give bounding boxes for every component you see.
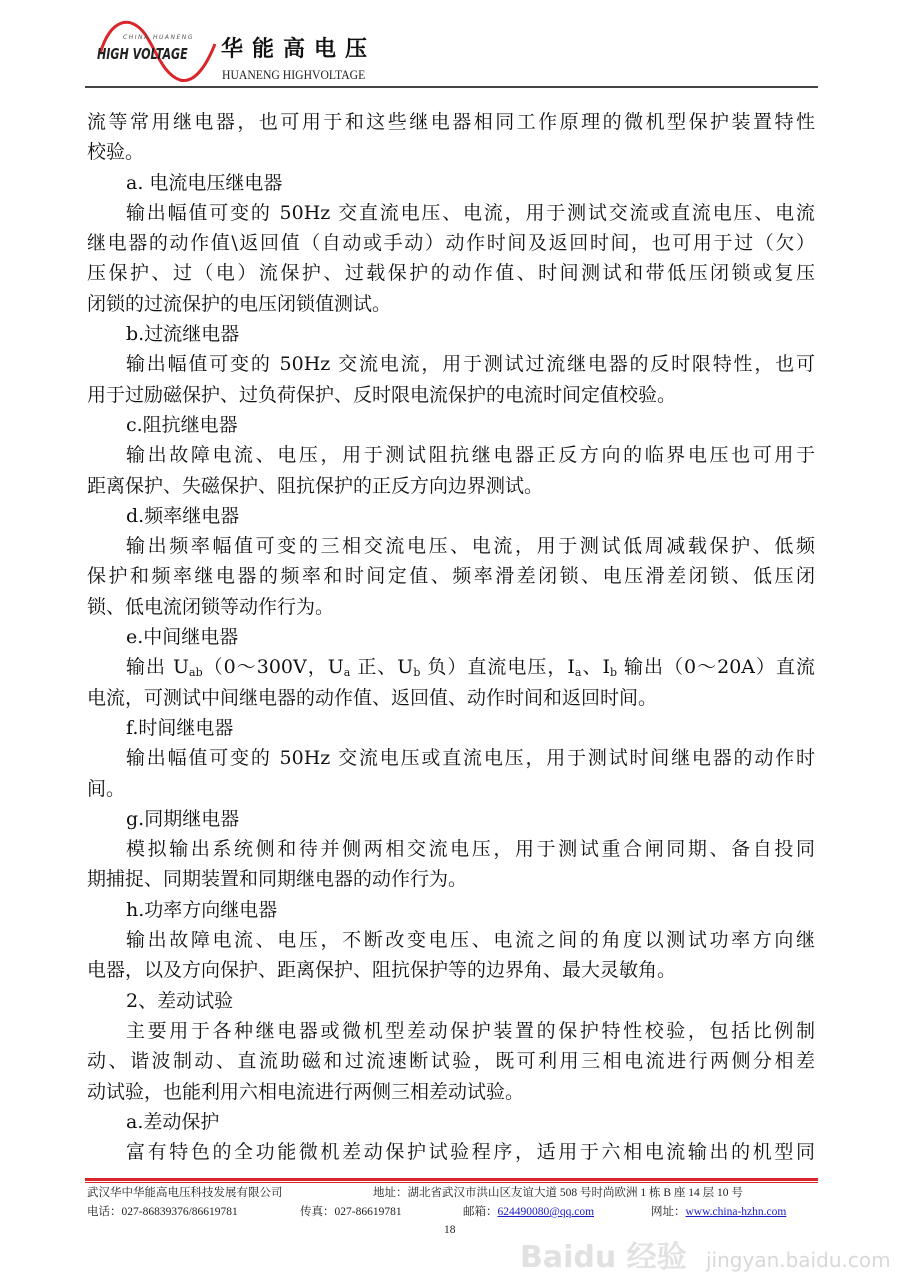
- text-line: 闭锁的过流保护的电压闭锁值测试。: [87, 292, 392, 315]
- text-line: 用于过励磁保护、过负荷保护、反时限电流保护的电流时间定值校验。: [87, 383, 677, 406]
- email-link[interactable]: 624490080@qq.com: [497, 1206, 595, 1218]
- text-line: 输出幅值可变的 50Hz 交流电压或直流电压，用于测试时间继电器的动作时: [126, 747, 815, 770]
- text-line: [87, 652, 815, 682]
- email-label: 邮箱：: [463, 1206, 498, 1218]
- watermark-url: jingyan.baidu.com: [706, 1248, 891, 1272]
- text-line: 动、谐波制动、直流助磁和过流速断试验，既可利用三相电流进行两侧分相差: [87, 1050, 815, 1073]
- page-number: 18: [444, 1224, 456, 1236]
- text-line: 期捕捉、同期装置和同期继电器的动作行为。: [87, 868, 468, 891]
- logo-main-text: HIGH VOLTAGE: [97, 45, 188, 63]
- watermark-logo: Baidu 经验: [520, 1240, 687, 1275]
- text-line: 主要用于各种继电器或微机型差动保护装置的保护特性校验，包括比例制: [126, 1019, 815, 1042]
- header-divider: [85, 86, 818, 88]
- subscript: b: [413, 666, 421, 680]
- footer-company: 武汉华中华能高电压科技发展有限公司: [87, 1187, 283, 1199]
- text-segment: 负）直流电压，I: [420, 656, 575, 679]
- subscript: ab: [189, 666, 203, 680]
- subscript: a: [574, 666, 582, 680]
- footer-website: [651, 1205, 786, 1220]
- text-line: f.时间继电器: [126, 716, 234, 739]
- text-line: 压保护、过（电）流保护、过载保护的动作值、时间测试和带低压闭锁或复压: [87, 262, 815, 285]
- subscript: b: [609, 666, 617, 680]
- text-line: 输出故障电流、电压，不断改变电压、电流之间的角度以测试功率方向继: [126, 929, 815, 952]
- text-line: a. 电流电压继电器: [126, 171, 283, 194]
- text-line: 保护和频率继电器的频率和时间定值、频率滑差闭锁、电压滑差闭锁、低压闭: [87, 565, 815, 588]
- text-line: 锁、低电流闭锁等动作行为。: [87, 595, 335, 618]
- website-label: 网址：: [651, 1206, 686, 1218]
- text-line: 富有特色的全功能微机差动保护试验程序，适用于六相电流输出的机型同: [126, 1141, 815, 1164]
- text-line: 输出幅值可变的 50Hz 交直流电压、电流，用于测试交流或直流电压、电流: [126, 201, 815, 224]
- text-line: c.阻抗继电器: [126, 413, 238, 436]
- text-line: 继电器的动作值\返回值（自动或手动）动作时间及返回时间，也可用于过（欠）: [87, 232, 815, 255]
- brand-name-en: HUANENG HIGHVOLTAGE: [222, 67, 366, 82]
- text-line: 动试验，也能利用六相电流进行两侧三相差动试验。: [87, 1080, 525, 1103]
- text-segment: 输出 U: [126, 656, 190, 679]
- text-line: 校验。: [87, 141, 145, 164]
- document-body: [87, 107, 815, 1167]
- text-line: 电器，以及方向保护、距离保护、阻抗保护等的边界角、最大灵敏角。: [87, 959, 677, 982]
- text-segment: 、I: [581, 656, 610, 679]
- text-line: 输出故障电流、电压，用于测试阻抗继电器正反方向的临界电压也可用于: [126, 444, 815, 467]
- footer-divider: [85, 1178, 818, 1181]
- footer-email: [463, 1205, 594, 1220]
- text-line: 2、差动试验: [126, 989, 234, 1012]
- footer-address: 地址：湖北省武汉市洪山区友谊大道 508 号时尚欧洲 1 栋 B 座 14 层 10 号: [373, 1187, 743, 1199]
- text-line: d.频率继电器: [126, 504, 240, 527]
- text-line: h.功率方向继电器: [126, 898, 278, 921]
- subscript: a: [343, 666, 351, 680]
- text-segment: 正、U: [350, 656, 414, 679]
- text-line: 输出频率幅值可变的三相交流电压、电流，用于测试低周减载保护、低频: [126, 535, 815, 558]
- text-line: 流等常用继电器，也可用于和这些继电器相同工作原理的微机型保护装置特性: [87, 111, 815, 133]
- brand-name-cn: 华能高电压: [221, 37, 377, 62]
- footer-fax: 传真：027-86619781: [300, 1206, 402, 1218]
- text-line: e.中间继电器: [126, 626, 239, 649]
- text-segment: （0～300V，U: [202, 656, 344, 679]
- text-line: 输出幅值可变的 50Hz 交流电流，用于测试过流继电器的反时限特性，也可: [126, 353, 815, 376]
- logo-small-text: CHINA HUANENG: [123, 34, 194, 41]
- text-line: 间。: [87, 777, 126, 800]
- text-segment: 输出（0～20A）直流: [617, 656, 815, 679]
- text-line: 模拟输出系统侧和待并侧两相交流电压，用于测试重合闸同期、备自投同: [126, 838, 815, 861]
- text-line: 电流，可测试中间继电器的动作值、返回值、动作时间和返回时间。: [87, 686, 658, 709]
- text-line: b.过流继电器: [126, 323, 240, 346]
- text-line: 距离保护、失磁保护、阻抗保护的正反方向边界测试。: [87, 474, 544, 497]
- footer-divider-thin: [85, 1182, 818, 1183]
- text-line: a.差动保护: [126, 1110, 220, 1133]
- text-line: g.同期继电器: [126, 807, 240, 830]
- website-link[interactable]: www.china-hzhn.com: [685, 1206, 787, 1218]
- footer-phone: 电话：027-86839376/86619781: [87, 1206, 238, 1218]
